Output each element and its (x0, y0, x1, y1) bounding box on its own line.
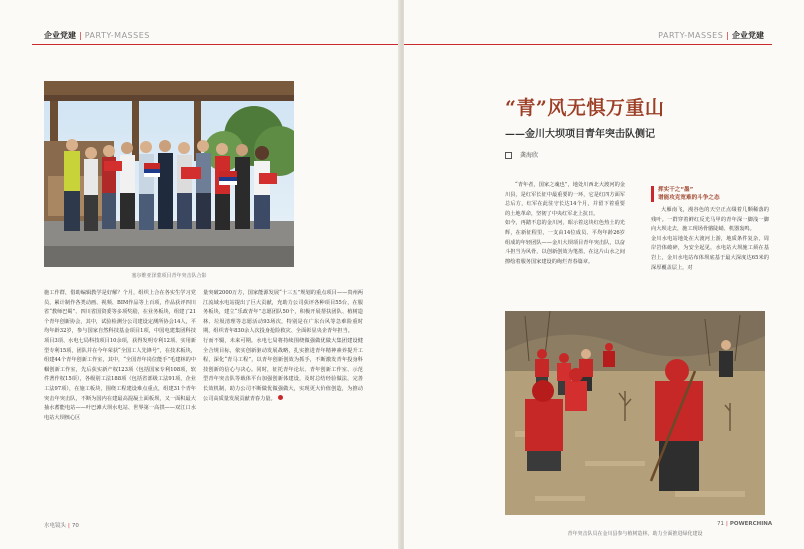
left-footer: 水电镜头 | 70 (44, 523, 79, 529)
right-header-en: PARTY-MASSES (658, 31, 724, 40)
tree-planting-photo (505, 311, 765, 515)
left-column-2-text: 量突破2000万方，国家能源发展“十三五”规划的重点项目——贵州两江流域水电站提出了巨大贡献，充助力公司获评各种项目55台，在服务板块，建立“乐政青年”志愿团队50个，积极开展帮扶团队、植树造林、垃圾清理等志愿活动93场次，特别是在广东台风等急难险重时期，组织青年830余人次投身抢险救灾、全面彰显央企青年担当。 行而不辍，未来可期。水电七局将持续围绕做强做优做大集团建设健全合规目标，依实创新驱动发展战略，扎实推进青年精神素养提升工程，深化“青马工程”，以青年创新创效为抓手，不断激发青年投身科技创新的信心与决心。同时，征托青年论坛、青年创新工作室、示范型青年突击队等载体平台加强创新体建设，及时总结经验做法，完善长效机制，助力公司不断做优做强做大，实现更大价值创造，为推动公司高质量发展贡献青春力量。 (203, 290, 363, 402)
left-header (44, 30, 150, 42)
right-footer: 71 | POWERCHINA (717, 521, 773, 527)
article-end-mark (278, 395, 283, 400)
left-header-section: 企业党建 (44, 31, 76, 40)
left-footer-magazine: 水电镜头 (44, 523, 67, 529)
intro-text: “青年者，国家之魂也”，地处川西北大渡河的金川县，是红军长征中最重要的一环，它是红四方面军总后方，红军在此驻守长达14个月，并留下着重要的土地革命，坚韧了中央红军北上抗日。 如今，再踏不息的金川河，昭示着这块红色热土的光辉，在新征程里，一支由14位成员、平均年龄26岁组成的年轻团队——金川大坝项目青年突击队，以奋斗担当为风骨，以创新创效为笔墨，在这片山水之间擦绘着服务国家建设的绚烂青春篇章。 (505, 182, 625, 265)
author-marker-icon (505, 152, 512, 159)
right-header-rule (404, 44, 772, 45)
article-author (505, 150, 538, 159)
tree-planting-illustration (505, 311, 765, 515)
team-photo-caption: 塞尔维亚泽蒙项目青年突击队合影 (131, 273, 207, 279)
right-page (404, 0, 804, 549)
section-heading (651, 186, 768, 202)
team-photo-illustration (44, 81, 294, 267)
left-header-rule (32, 44, 400, 45)
left-header-separator: | (79, 31, 82, 40)
right-page-number: 71 (717, 521, 724, 527)
author-name: 龚海欣 (520, 152, 539, 159)
team-group-photo (44, 81, 294, 267)
section-heading-line2: 谱能攻克宽难的斗争之态 (658, 195, 720, 201)
left-column-2 (203, 289, 363, 507)
left-page (0, 0, 400, 549)
right-footer-brand: POWERCHINA (729, 521, 773, 527)
left-header-en: PARTY-MASSES (84, 31, 150, 40)
right-header-section: 企业党建 (732, 31, 764, 40)
article-title: “青”风无惧万重山 (505, 97, 665, 119)
left-column-1: 施工作群，借助编辑教学是好解？个月，组织上合在各实生学习党员，累计制作各类动画、视频、BIM作品等上百项，作品获评四川省“教师巴蜀”、四川省国资委等多项奖励，在业务板块，组建了21个青年创新协会，其中，试验检测分公司建设定测所协会14人，平均年龄32岁，参与国家自然科技基金项目1项，中国电建集团科技项目3项、水电七局科技项目10余项，获得发明专利12项、实用新型专利15项，团队并在今年荣获“全国工人先锋号”，在技术板块，组建44个青年创新工作室，其中，“全国青年岗位能手”毛建林的中帼创新工作室，先后获实新产权123项（包括国家专利108项，软件著作权15项），各级别工法188项（包括省部级工法91项，企业工法97项），在施工板块，围绕工程建设难点重点，组建31个青年突击年突击队，不断为国内在建最高混凝土面板坝，又一面积最大抽水蓄能电站——叶巴滩大坝水电站、世界第一高拱——双江口水电站大坝核心区 (44, 290, 196, 421)
planting-photo-caption: 青年突击队员在金川县参与植树造林，助力全面推进绿化建设 (567, 531, 703, 537)
left-page-number: 70 (71, 523, 79, 529)
article-subtitle: ——金川大坝项目青年突击队侧记 (505, 129, 655, 140)
right-header (658, 30, 764, 42)
right-header-separator: | (726, 31, 729, 40)
section-text: 大雁南飞，漫谷色的天空正点缀着几颗稀落的残叶。一群穿着鲜红反光马甲的青年深一脚浅一脚向大坝走去，施工现场骨骼陡峭、机器轰鸣。 金川水电站地处在大渡河上游，地质条件复杂，周岸岩体破碎，为安全起见，水电站大坝施工须在基岩上，金川水电站布体坝底基于最大深度达65米的深厚覆盖层上，对 (651, 207, 769, 271)
section-heading-line1: 挥实干之“墨” (658, 187, 694, 193)
